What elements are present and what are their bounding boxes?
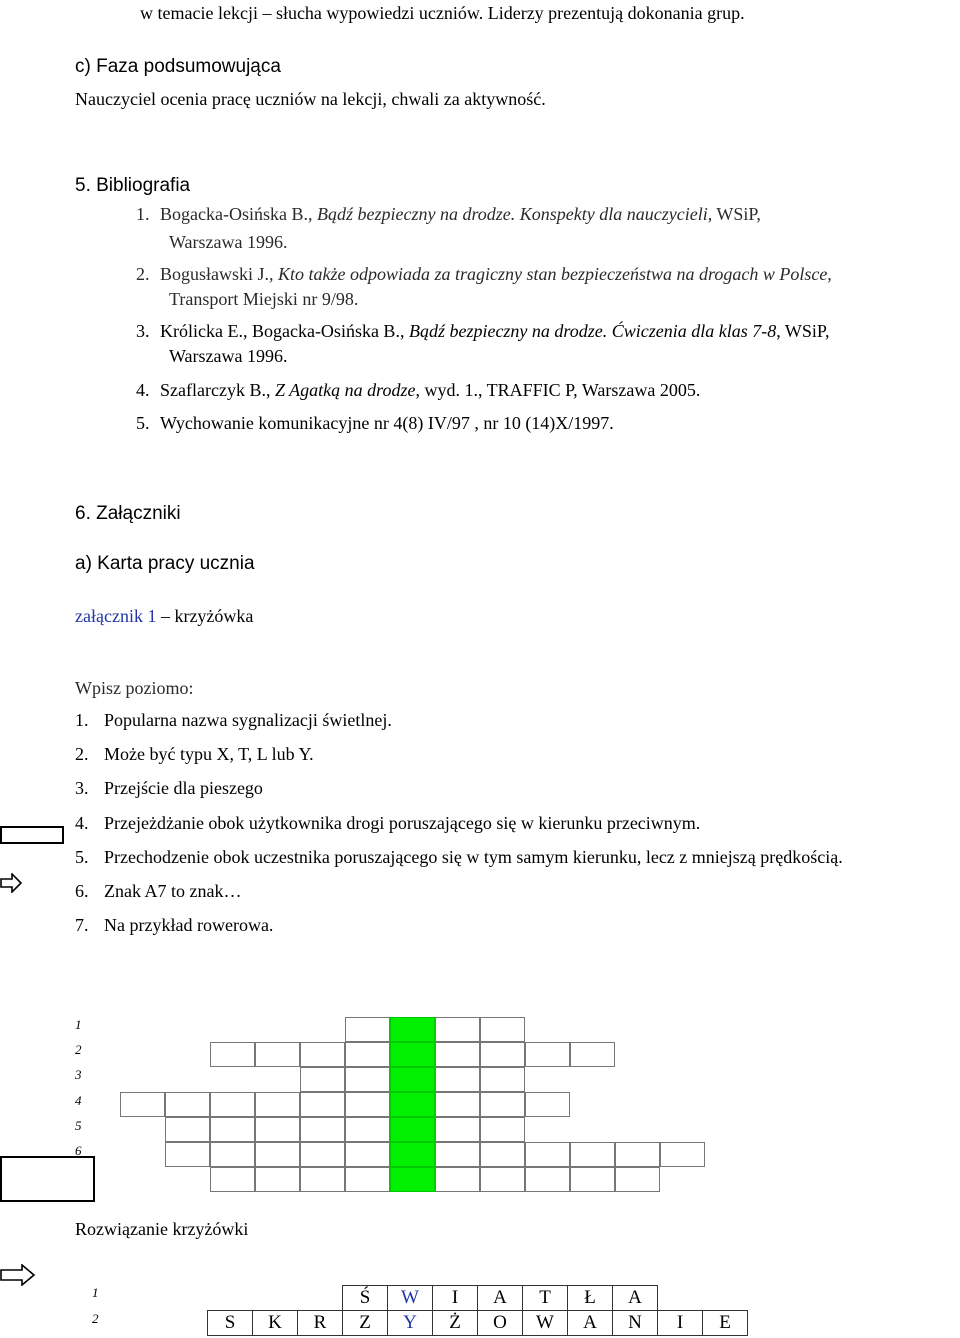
crossword-cell[interactable] [255, 1042, 300, 1067]
solution-cell: S [208, 1311, 253, 1336]
worksheet-heading: a) Karta pracy ucznia [75, 553, 255, 574]
crossword-cell[interactable] [345, 1092, 390, 1117]
summary-text: Nauczyciel ocenia pracę uczniów na lekcji, chwali za aktywność. [75, 89, 546, 109]
crossword-cell[interactable] [525, 1042, 570, 1067]
crossword-cell[interactable] [435, 1142, 480, 1167]
right-arrow-icon [0, 1264, 36, 1286]
crossword-cell[interactable] [435, 1042, 480, 1067]
crossword-key-cell[interactable] [390, 1092, 435, 1117]
crossword-cell[interactable] [435, 1017, 480, 1042]
crossword-row-number: 5 [75, 1118, 82, 1133]
bib-item-5: 5. Wychowanie komunikacyjne nr 4(8) IV/97 , nr 10 (14)X/1997. [136, 413, 614, 433]
clue-5: 5. Przechodzenie obok uczestnika poruszającego się w tym samym kierunku, lecz z mniejszą prędkością. [75, 847, 843, 867]
crossword-key-cell[interactable] [390, 1067, 435, 1092]
crossword-cell[interactable] [255, 1142, 300, 1167]
crossword-cell[interactable] [210, 1167, 255, 1192]
margin-box [0, 826, 64, 844]
bib-item-2: 2. Bogusławski J., Kto także odpowiada za tragiczny stan bezpieczeństwa na drogach w Polsce, [136, 264, 832, 284]
crossword-cell[interactable] [210, 1117, 255, 1142]
attachments-heading: 6. Załączniki [75, 503, 181, 524]
solution-cell-key: W [388, 1286, 433, 1311]
crossword-row-number: 6 [75, 1143, 82, 1158]
attachment-label: załącznik 1 [75, 606, 157, 626]
solution-table [207, 1285, 748, 1336]
solution-cell-key: Y [388, 1311, 433, 1336]
crossword-cell[interactable] [525, 1142, 570, 1167]
crossword-cell[interactable] [480, 1117, 525, 1142]
crossword-cell[interactable] [210, 1142, 255, 1167]
crossword-key-cell[interactable] [390, 1017, 435, 1042]
crossword-cell[interactable] [300, 1092, 345, 1117]
solution-cell-empty [253, 1286, 298, 1311]
solution-cell: A [568, 1311, 613, 1336]
solution-cell: W [523, 1311, 568, 1336]
crossword-cell[interactable] [480, 1067, 525, 1092]
crossword-cell[interactable] [480, 1042, 525, 1067]
crossword-cell[interactable] [480, 1017, 525, 1042]
solution-cell: R [298, 1311, 343, 1336]
crossword-cell[interactable] [435, 1117, 480, 1142]
solution-cell: I [433, 1286, 478, 1311]
solution-row-number: 2 [92, 1311, 99, 1326]
solution-cell: N [613, 1311, 658, 1336]
crossword-cell[interactable] [300, 1117, 345, 1142]
crossword-cell[interactable] [480, 1092, 525, 1117]
bib-item-3: 3. Królicka E., Bogacka-Osińska B., Bądź bezpieczny na drodze. Ćwiczenia dla klas 7-8, WSiP, [136, 321, 830, 341]
solution-cell: A [478, 1286, 523, 1311]
crossword-cell[interactable] [255, 1092, 300, 1117]
crossword-key-cell[interactable] [390, 1167, 435, 1192]
crossword-cell[interactable] [570, 1167, 615, 1192]
crossword-cell[interactable] [300, 1167, 345, 1192]
bibliography-heading: 5. Bibliografia [75, 175, 191, 196]
crossword-cell[interactable] [345, 1017, 390, 1042]
crossword-cell[interactable] [300, 1067, 345, 1092]
crossword-cell[interactable] [165, 1092, 210, 1117]
crossword-cell[interactable] [615, 1142, 660, 1167]
solution-cell: K [253, 1311, 298, 1336]
clue-2: 2. Może być typu X, T, L lub Y. [75, 744, 314, 764]
crossword-cell[interactable] [480, 1142, 525, 1167]
crossword-cell[interactable] [165, 1142, 210, 1167]
crossword-cell[interactable] [615, 1167, 660, 1192]
solution-heading: Rozwiązanie krzyżówki [75, 1219, 249, 1239]
solution-cell: Z [343, 1311, 388, 1336]
crossword-cell[interactable] [120, 1092, 165, 1117]
bib-item-4: 4. Szaflarczyk B., Z Agatką na drodze, wyd. 1., TRAFFIC P, Warszawa 2005. [136, 380, 701, 400]
clue-7: 7. Na przykład rowerowa. [75, 915, 274, 935]
crossword-cell[interactable] [345, 1167, 390, 1192]
solution-cell-empty [298, 1286, 343, 1311]
crossword-cell[interactable] [345, 1117, 390, 1142]
summary-heading: c) Faza podsumowująca [75, 56, 281, 77]
margin-box-large [0, 1156, 95, 1202]
crossword-cell[interactable] [345, 1042, 390, 1067]
solution-row-2 [208, 1311, 748, 1336]
solution-cell: Ł [568, 1286, 613, 1311]
crossword-cell[interactable] [255, 1117, 300, 1142]
crossword-row-number: 3 [75, 1067, 82, 1082]
crossword-cell[interactable] [300, 1042, 345, 1067]
crossword-cell[interactable] [210, 1092, 255, 1117]
clue-4: 4. Przejeżdżanie obok użytkownika drogi poruszającego się w kierunku przeciwnym. [75, 813, 701, 833]
solution-cell-empty [658, 1286, 703, 1311]
bib-item-1: 1. Bogacka-Osińska B., Bądź bezpieczny na drodze. Konspekty dla nauczycieli, WSiP, [136, 204, 761, 224]
crossword-cell[interactable] [435, 1167, 480, 1192]
solution-cell-empty [208, 1286, 253, 1311]
crossword-cell[interactable] [525, 1167, 570, 1192]
solution-row-1 [208, 1286, 748, 1311]
solution-cell-empty [703, 1286, 748, 1311]
crossword-cell[interactable] [435, 1067, 480, 1092]
crossword-row-number: 4 [75, 1093, 82, 1108]
attachment-line: załącznik 1 – krzyżówka [75, 606, 254, 626]
solution-cell: I [658, 1311, 703, 1336]
crossword-cell[interactable] [300, 1142, 345, 1167]
crossword-cell[interactable] [435, 1092, 480, 1117]
clues-intro: Wpisz poziomo: [75, 678, 194, 698]
crossword-cell[interactable] [210, 1042, 255, 1067]
clue-1: 1. Popularna nazwa sygnalizacji świetlnej. [75, 710, 392, 730]
crossword-cell[interactable] [255, 1167, 300, 1192]
crossword-cell[interactable] [480, 1167, 525, 1192]
solution-cell: Ś [343, 1286, 388, 1311]
crossword-row-number: 2 [75, 1042, 82, 1057]
crossword-cell[interactable] [570, 1042, 615, 1067]
clue-6: 6. Znak A7 to znak… [75, 881, 242, 901]
crossword-cell[interactable] [570, 1142, 615, 1167]
crossword-cell[interactable] [345, 1142, 390, 1167]
solution-cell: E [703, 1311, 748, 1336]
crossword-key-cell[interactable] [390, 1117, 435, 1142]
solution-cell: A [613, 1286, 658, 1311]
bib-item-2-line2: Transport Miejski nr 9/98. [169, 289, 359, 309]
solution-cell: Ż [433, 1311, 478, 1336]
crossword-key-cell[interactable] [390, 1142, 435, 1167]
right-arrow-icon [0, 873, 22, 893]
solution-row-number: 1 [92, 1285, 99, 1300]
crossword-row-number: 1 [75, 1017, 82, 1032]
crossword-cell[interactable] [525, 1092, 570, 1117]
crossword-cell[interactable] [345, 1067, 390, 1092]
clue-3: 3. Przejście dla pieszego [75, 778, 263, 798]
crossword-cell[interactable] [165, 1117, 210, 1142]
bib-item-3-line2: Warszawa 1996. [169, 346, 288, 366]
bib-item-1-line2: Warszawa 1996. [169, 232, 288, 252]
continuation-line: w temacie lekcji – słucha wypowiedzi uczniów. Liderzy prezentują dokonania grup. [140, 3, 745, 23]
crossword-key-cell[interactable] [390, 1042, 435, 1067]
solution-cell: T [523, 1286, 568, 1311]
crossword-cell[interactable] [660, 1142, 705, 1167]
solution-cell: O [478, 1311, 523, 1336]
